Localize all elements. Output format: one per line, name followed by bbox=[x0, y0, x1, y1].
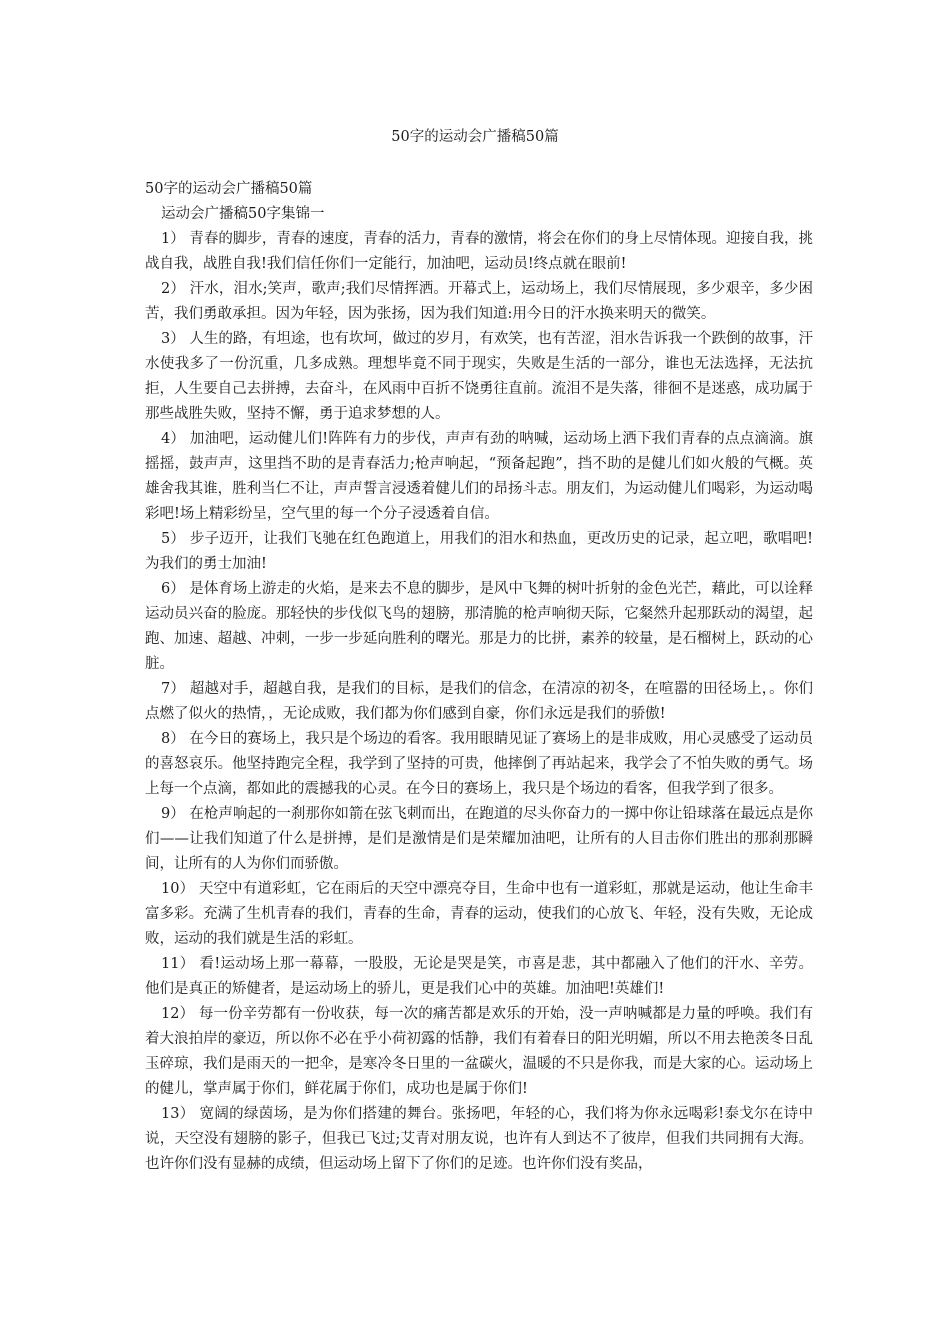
paragraph-13: 13） 宽阔的绿茵场，是为你们搭建的舞台。张扬吧，年轻的心，我们将为你永远喝彩!泰戈尔在诗中说，天空没有翅膀的影子，但我已飞过;艾青对朋友说，也许有人到达不了彼岸，但我们共同拥有大海。也许你们没有显赫的成绩，但运动场上留下了你们的足迹。也许你们没有奖品， bbox=[145, 1106, 813, 1172]
document-title: 50字的运动会广播稿50篇 bbox=[391, 129, 559, 145]
paragraph-8: 8） 在今日的赛场上，我只是个场边的看客。我用眼睛见证了赛场上的是非成败，用心灵感受了运动员的喜怒哀乐。他坚持跑完全程，我学到了坚持的可贵，他摔倒了再站起来，我学会了不怕失败的勇气。场上每一个点滴，都如此的震撼我的心灵。在今日的赛场上，我只是个场边的看客，但我学到了很多。 bbox=[145, 731, 813, 797]
paragraph-9: 9） 在枪声响起的一刹那你如箭在弦飞刺而出，在跑道的尽头你奋力的一掷中你让铅球落在最远点是你们——让我们知道了什么是拼搏，是们是激情是们是荣耀加油吧，让所有的人目击你们胜出的那刹那瞬间，让所有的人为你们而骄傲。 bbox=[145, 806, 813, 872]
document-subtitle: 50字的运动会广播稿50篇 bbox=[145, 181, 313, 197]
paragraph-7: 7） 超越对手，超越自我，是我们的目标，是我们的信念，在清凉的初冬，在喧嚣的田径场上，。你们点燃了似火的热情，，无论成败，我们都为你们感到自豪，你们永远是我们的骄傲! bbox=[145, 681, 813, 722]
collection-heading: 运动会广播稿50字集锦一 bbox=[161, 206, 325, 222]
paragraph-6: 6） 是体育场上游走的火焰，是来去不息的脚步，是风中飞舞的树叶折射的金色光芒，藉此，可以诠释运动员兴奋的脸庞。那轻快的步伐似飞鸟的翅膀，那清脆的枪声响彻天际，它粲然升起那跃动的渴望，起跑、加速、超越、冲刺，一步一步延向胜利的曙光。那是力的比拼，素养的较量，是石榴树上，跃动的心脏。 bbox=[145, 581, 813, 672]
paragraph-3: 3） 人生的路，有坦途，也有坎坷，做过的岁月，有欢笑，也有苦涩，泪水告诉我一个跌倒的故事，汗水使我多了一份沉重，几多成熟。理想毕竟不同于现实，失败是生活的一部分，谁也无法选择，无法抗拒，人生要自己去拼搏，去奋斗，在风雨中百折不饶勇往直前。流泪不是失落，徘徊不是迷惑，成功属于那些战胜失败，坚持不懈，勇于追求梦想的人。 bbox=[145, 331, 813, 422]
paragraph-11: 11） 看!运动场上那一幕幕，一股股，无论是哭是笑，市喜是悲，其中都融入了他们的汗水、辛劳。他们是真正的矫健者，是运动场上的骄儿，更是我们心中的英雄。加油吧!英雄们! bbox=[145, 956, 813, 997]
document-body bbox=[145, 177, 813, 1177]
paragraph-4: 4） 加油吧，运动健儿们!阵阵有力的步伐，声声有劲的呐喊，运动场上洒下我们青春的点点滴滴。旗摇摇，鼓声声，这里挡不助的是青春活力;枪声响起，“预备起跑”，挡不助的是健儿们如火般的气概。英雄舍我其谁，胜利当仁不让，声声誓言浸透着健儿们的昂扬斗志。朋友们，为运动健儿们喝彩，为运动喝彩吧!场上精彩纷呈，空气里的每一个分子浸透着自信。 bbox=[145, 431, 813, 522]
paragraph-1: 1） 青春的脚步，青春的速度，青春的活力，青春的激情，将会在你们的身上尽情体现。迎接自我，挑战自我，战胜自我!我们信任你们一定能行，加油吧，运动员!终点就在眼前! bbox=[145, 231, 813, 272]
paragraph-2: 2） 汗水，泪水;笑声，歌声;我们尽情挥洒。开幕式上，运动场上，我们尽情展现，多少艰辛，多少困苦，我们勇敢承担。因为年轻，因为张扬，因为我们知道:用今日的汗水换来明天的微笑。 bbox=[145, 281, 813, 322]
paragraph-12: 12） 每一份辛劳都有一份收获，每一次的痛苦都是欢乐的开始，没一声呐喊都是力量的呼唤。我们有着大浪拍岸的豪迈，所以你不必在乎小荷初露的恬静，我们有着春日的阳光明媚，所以不用去艳羡冬日乱玉碎琼，我们是雨天的一把伞，是寒冷冬日里的一盆碳火，温暖的不只是你我，而是大家的心。运动场上的健儿，掌声属于你们，鲜花属于你们，成功也是属于你们! bbox=[145, 1006, 813, 1097]
paragraph-10: 10） 天空中有道彩虹，它在雨后的天空中漂亮夺目，生命中也有一道彩虹，那就是运动，他让生命丰富多彩。充满了生机青春的我们，青春的生命，青春的运动，使我们的心放飞、年轻，没有失败，无论成败，运动的我们就是生活的彩虹。 bbox=[145, 881, 813, 947]
paragraph-5: 5） 步子迈开，让我们飞驰在红色跑道上，用我们的泪水和热血，更改历史的记录，起立吧，歌唱吧!为我们的勇士加油! bbox=[145, 531, 813, 572]
